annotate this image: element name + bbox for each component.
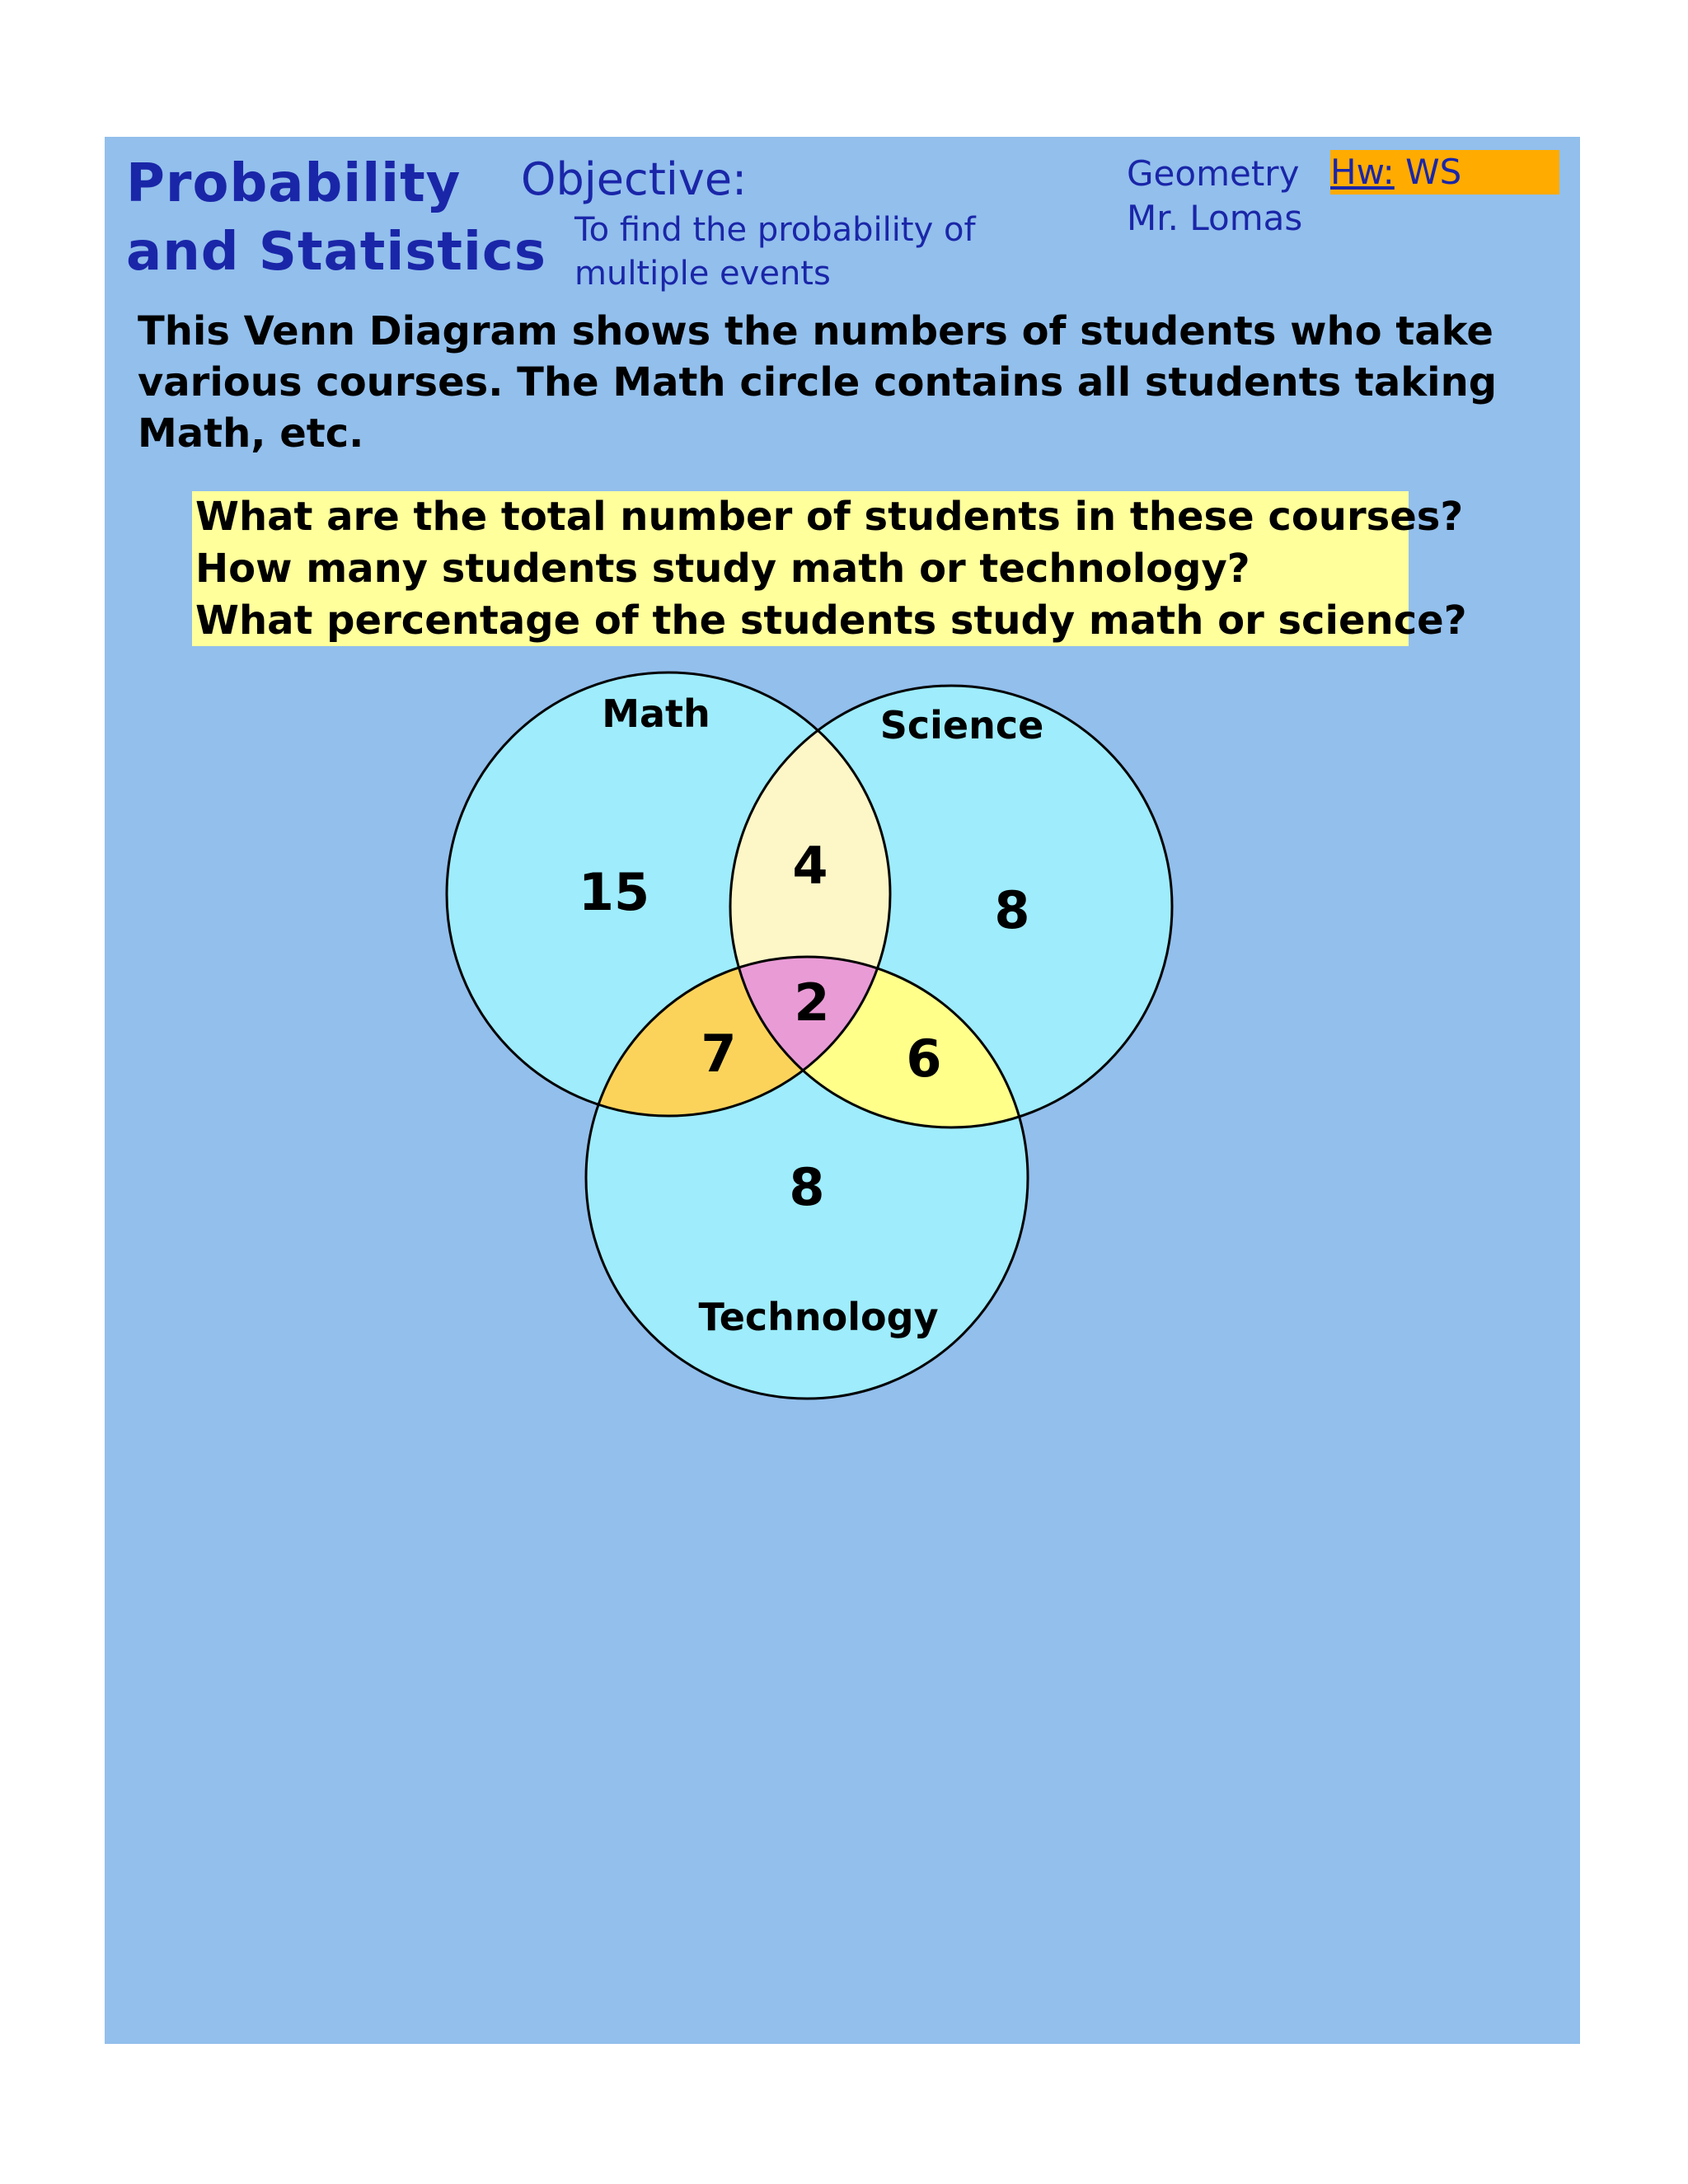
intro-paragraph: This Venn Diagram shows the numbers of students who take various courses. The Math circle contains all students taking Math, etc. bbox=[138, 308, 1498, 457]
homework-value: WS bbox=[1405, 152, 1462, 192]
title-line-1: Probability bbox=[126, 153, 462, 214]
question-2: How many students study math or technology? bbox=[195, 546, 1250, 592]
homework-label: Hw: bbox=[1330, 152, 1395, 192]
venn-diagram bbox=[105, 137, 1580, 2044]
objective-text-line-1: To find the probability of bbox=[574, 211, 976, 249]
all-three-value: 2 bbox=[794, 972, 830, 1033]
science-technology-value: 6 bbox=[906, 1029, 942, 1089]
slide-background bbox=[105, 137, 1580, 2044]
science-only-value: 8 bbox=[994, 880, 1030, 940]
math-label: Math bbox=[602, 691, 710, 736]
question-1: What are the total number of students in these courses? bbox=[195, 494, 1464, 540]
objective-text-line-2: multiple events bbox=[574, 255, 831, 293]
question-3: What percentage of the students study math or science? bbox=[195, 598, 1467, 644]
title-line-2: and Statistics bbox=[126, 222, 546, 283]
technology-label: Technology bbox=[698, 1295, 939, 1339]
math-science-value: 4 bbox=[792, 836, 828, 896]
objective-label: Objective: bbox=[521, 153, 748, 205]
venn-fills bbox=[447, 673, 1172, 1399]
technology-only-value: 8 bbox=[789, 1157, 825, 1217]
course-name: Geometry bbox=[1127, 153, 1300, 194]
math-only-value: 15 bbox=[578, 862, 650, 922]
science-label: Science bbox=[879, 703, 1044, 748]
math-technology-value: 7 bbox=[701, 1024, 737, 1084]
teacher-name: Mr. Lomas bbox=[1127, 198, 1303, 238]
